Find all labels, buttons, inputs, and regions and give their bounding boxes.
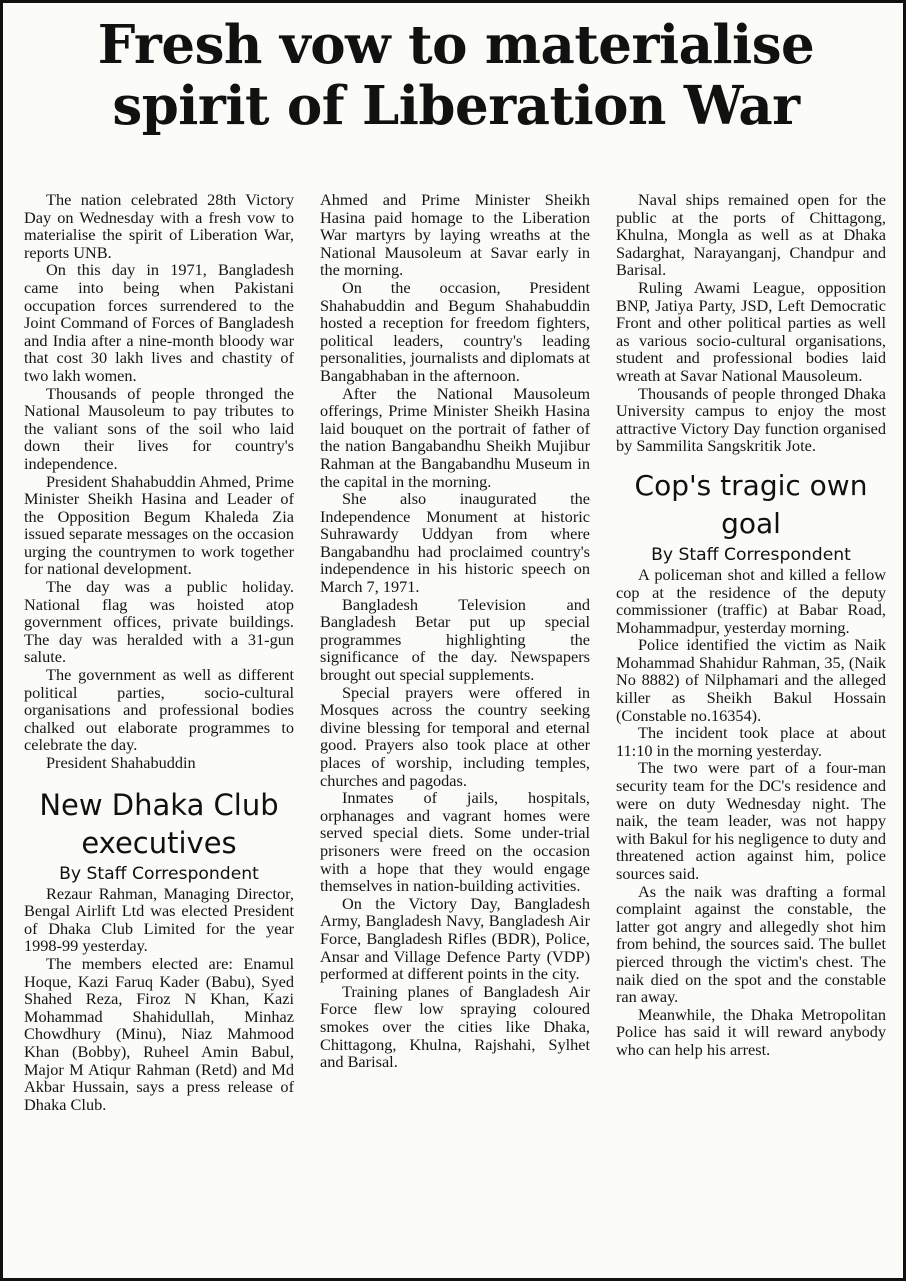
cop-story-headline: Cop's tragic own goal [634,468,868,540]
main-paragraph: The day was a public holiday. National flag was hoisted atop government offices, private buildings. The day was heralded with a 31-gun salute. [24,577,294,667]
club-paragraph: The members elected are: Enamul Hoque, Kazi Faruq Kader (Babu), Syed Shahed Reza, Firoz N Khan, Kazi Mohammad Shahidullah, Minhaz Chowdhury (Minu), Niaz Mahmood Khan (Bobby), Ruheel Amin Babul, Major M Atiqur Rahman (Retd) and Md Akbar Hussain, says a press release of Dhaka Club. [24,953,294,1114]
main-paragraph: Thousands of people thronged the National Mausoleum to pay tributes to the valiant sons of the soil who laid down their lives for country's independence. [24,383,294,473]
main-paragraph: Ruling Awami League, opposition BNP, Jatiya Party, JSD, Left Democratic Front and other political parties as well as various socio-cultural organisations, student and professional bodies laid wreath at Savar National Mausoleum. [616,277,886,385]
main-paragraph: Training planes of Bangladesh Air Force flew low spraying coloured smokes over the cities like Dhaka, Chittagong, Khulna, Rajshahi, Sylhet and Barisal. [320,981,590,1072]
main-paragraph: President Shahabuddin [46,753,196,772]
main-paragraph: Thousands of people thronged Dhaka University campus to enjoy the most attractive Victory Day function organised by Sammilita Sangskritik Jote. [616,383,886,456]
cop-paragraph: As the naik was drafting a formal complaint against the constable, the latter got angry and allegedly shot him from behind, the sources said. The bullet pierced through the victim's chest. The naik died on the spot and the constable ran away. [616,881,886,1007]
cop-paragraph: The two were part of a four-man security team for the DC's residence and were on duty Wednesday night. The naik, the team leader, was not happy with Bakul for his negligence to duty and threatened action against him, police sources said. [616,758,886,883]
cop-paragraph: Meanwhile, the Dhaka Metropolitan Police has said it will reward anybody who can help his arrest. [616,1004,886,1059]
main-paragraph: President Shahabuddin Ahmed, Prime Minister Sheikh Hasina and Leader of the Opposition Begum Khaleda Zia issued separate messages on the occasion urging the countrymen to work together for national development. [24,471,294,579]
club-story-byline: By Staff Correspondent [59,863,259,884]
main-paragraph: The government as well as different political parties, socio-cultural organisations and professional bodies chalked out elaborate programmes to celebrate the day. [24,665,294,755]
club-story-headline: New Dhaka Club executives [39,787,279,860]
main-paragraph: Ahmed and Prime Minister Sheikh Hasina paid homage to the Liberation War martyrs by laying wreaths at the National Mausoleum at Savar early in the morning. [320,190,590,280]
column-2 [320,191,590,1071]
cop-story-byline: By Staff Correspondent [651,544,851,565]
main-paragraph: The nation celebrated 28th Victory Day on Wednesday with a fresh vow to materialise the spirit of Liberation War, reports UNB. [24,190,294,262]
main-paragraph: On this day in 1971, Bangladesh came into being when Pakistani occupation forces surrendered to the Joint Command of Forces of Bangladesh and India after a nine-month bloody war that cost 30 lakh lives and chastity of two lakh women. [24,260,294,385]
main-paragraph: On the Victory Day, Bangladesh Army, Bangladesh Navy, Bangladesh Air Force, Bangladesh Rifles (BDR), Police, Ansar and Village Defence Party (VDP) performed at different points in the city. [320,893,590,984]
main-paragraph: After the National Mausoleum offerings, Prime Minister Sheikh Hasina laid bouquet on the portrait of father of the nation Bangabandhu Sheikh Mujibur Rahman at the Bangabandhu Museum in the capital in the morning. [320,383,590,491]
club-paragraph: Rezaur Rahman, Managing Director, Bengal Airlift Ltd was elected President of Dhaka Club Limited for the year 1998-99 yesterday. [24,883,294,956]
main-paragraph: She also inaugurated the Independence Monument at historic Suhrawardy Uddyan from where Bangabandhu had proclaimed country's independence in his historic speech on March 7, 1971. [320,489,590,597]
main-paragraph: Naval ships remained open for the public at the ports of Chittagong, Khulna, Mongla as well as at Dhaka Sadarghat, Narayanganj, Chandpur and Barisal. [616,190,886,280]
column-3 [616,191,886,1059]
main-paragraph: Inmates of jails, hospitals, orphanages and vagrant homes were served special diets. Some under-trial prisoners were freed on the occasion with a hope that they would engage themselves in nation-building activities. [320,788,590,896]
main-headline: Fresh vow to materialise spirit of Liberation War [97,14,815,137]
cop-paragraph: Police identified the victim as Naik Mohammad Shahidur Rahman, 35, (Naik No 8882) of Nilphamari and the alleged killer as Sheikh Bakul Hossain (Constable no.16354). [616,635,886,725]
main-paragraph: Special prayers were offered in Mosques across the country seeking divine blessing for temporal and eternal good. Prayers also took place at other places of worship, including temples, churches and pagodas. [320,682,590,790]
main-paragraph: On the occasion, President Shahabuddin and Begum Shahabuddin hosted a reception for freedom fighters, political leaders, country's leading personalities, journalists and diplomats at Bangabhaban in the afternoon. [320,277,590,385]
cop-paragraph: The incident took place at about 11:10 in the morning yesterday. [616,723,886,760]
column-1 [24,191,294,1113]
main-paragraph: Bangladesh Television and Bangladesh Betar put up special programmes highlighting the significance of the day. Newspapers brought out special supplements. [320,594,590,685]
cop-paragraph: A policeman shot and killed a fellow cop at the residence of the deputy commissioner (traffic) at Babar Road, Mohammadpur, yesterday morning. [616,564,886,637]
